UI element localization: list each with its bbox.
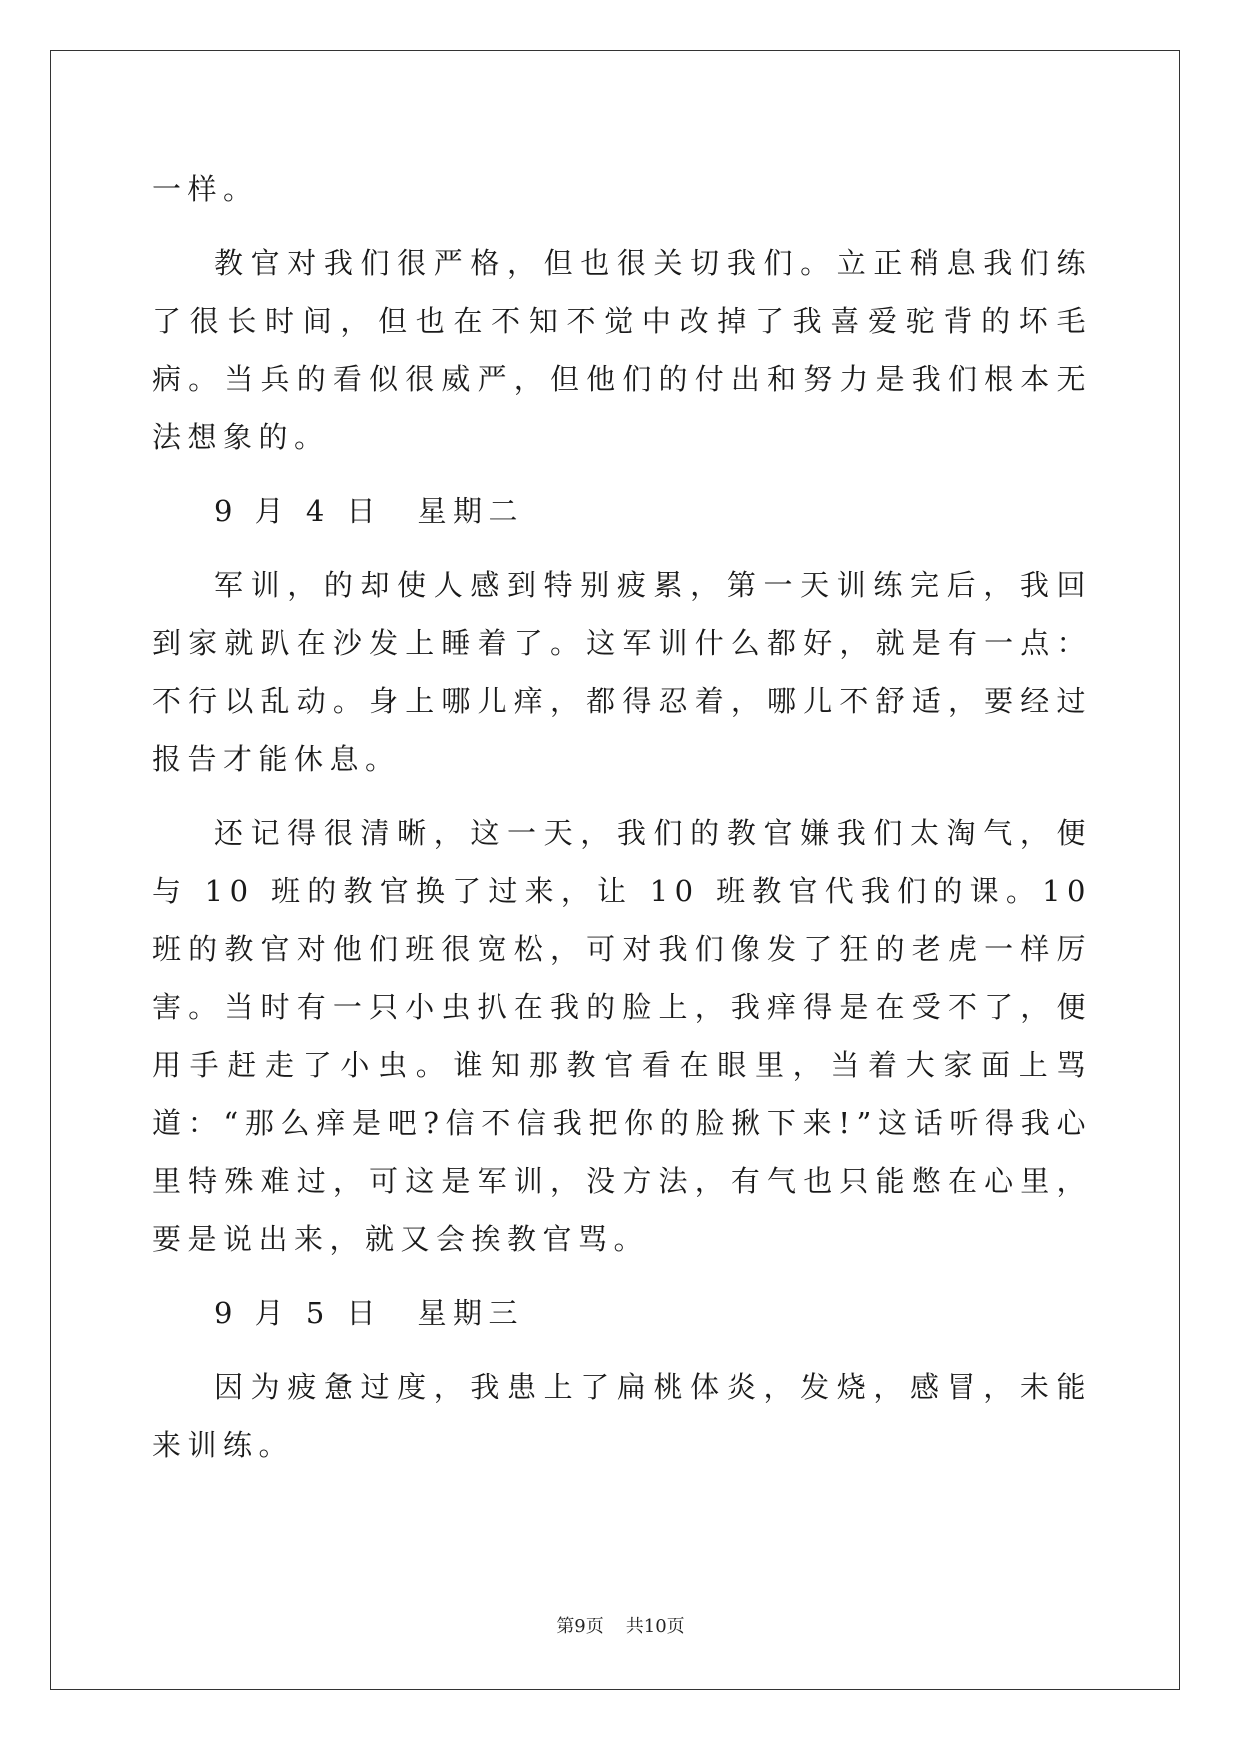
document-body	[152, 160, 1092, 1490]
page-total: 共10页	[625, 1616, 685, 1637]
paragraph: 因为疲惫过度，我患上了扁桃体炎，发烧，感冒，未能来训练。	[152, 1370, 1092, 1462]
paragraph: 军训，的却使人感到特别疲累，第一天训练完后，我回到家就趴在沙发上睡着了。这军训什么都好，就是有一点：不行以乱动。身上哪儿痒，都得忍着，哪儿不舒适，要经过报告才能休息。	[152, 568, 1092, 776]
date-heading: 9 月 5 日 星期三	[214, 1296, 525, 1330]
page-footer	[0, 1612, 1241, 1638]
paragraph: 教官对我们很严格，但也很关切我们。立正稍息我们练了很长时间，但也在不知不觉中改掉了我喜爱驼背的坏毛病。当兵的看似很威严，但他们的付出和努力是我们根本无法想象的。	[152, 246, 1092, 454]
paragraph: 还记得很清晰，这一天，我们的教官嫌我们太淘气，便与 10 班的教官换了过来，让 10 班教官代我们的课。10 班的教官对他们班很宽松，可对我们像发了狂的老虎一样厉害。当时有一只小虫扒在我的脸上，我痒得是在受不了，便用手赶走了小虫。谁知那教官看在眼里，当着大家面上骂道：“那么痒是吧?信不信我把你的脸揪下来!”这话听得我心里特殊难过，可这是军训，没方法，有气也只能憋在心里，要是说出来，就又会挨教官骂。	[152, 816, 1092, 1256]
paragraph: 一样。	[152, 172, 259, 206]
page-number: 第9页	[556, 1616, 604, 1637]
date-heading: 9 月 4 日 星期二	[214, 494, 525, 528]
